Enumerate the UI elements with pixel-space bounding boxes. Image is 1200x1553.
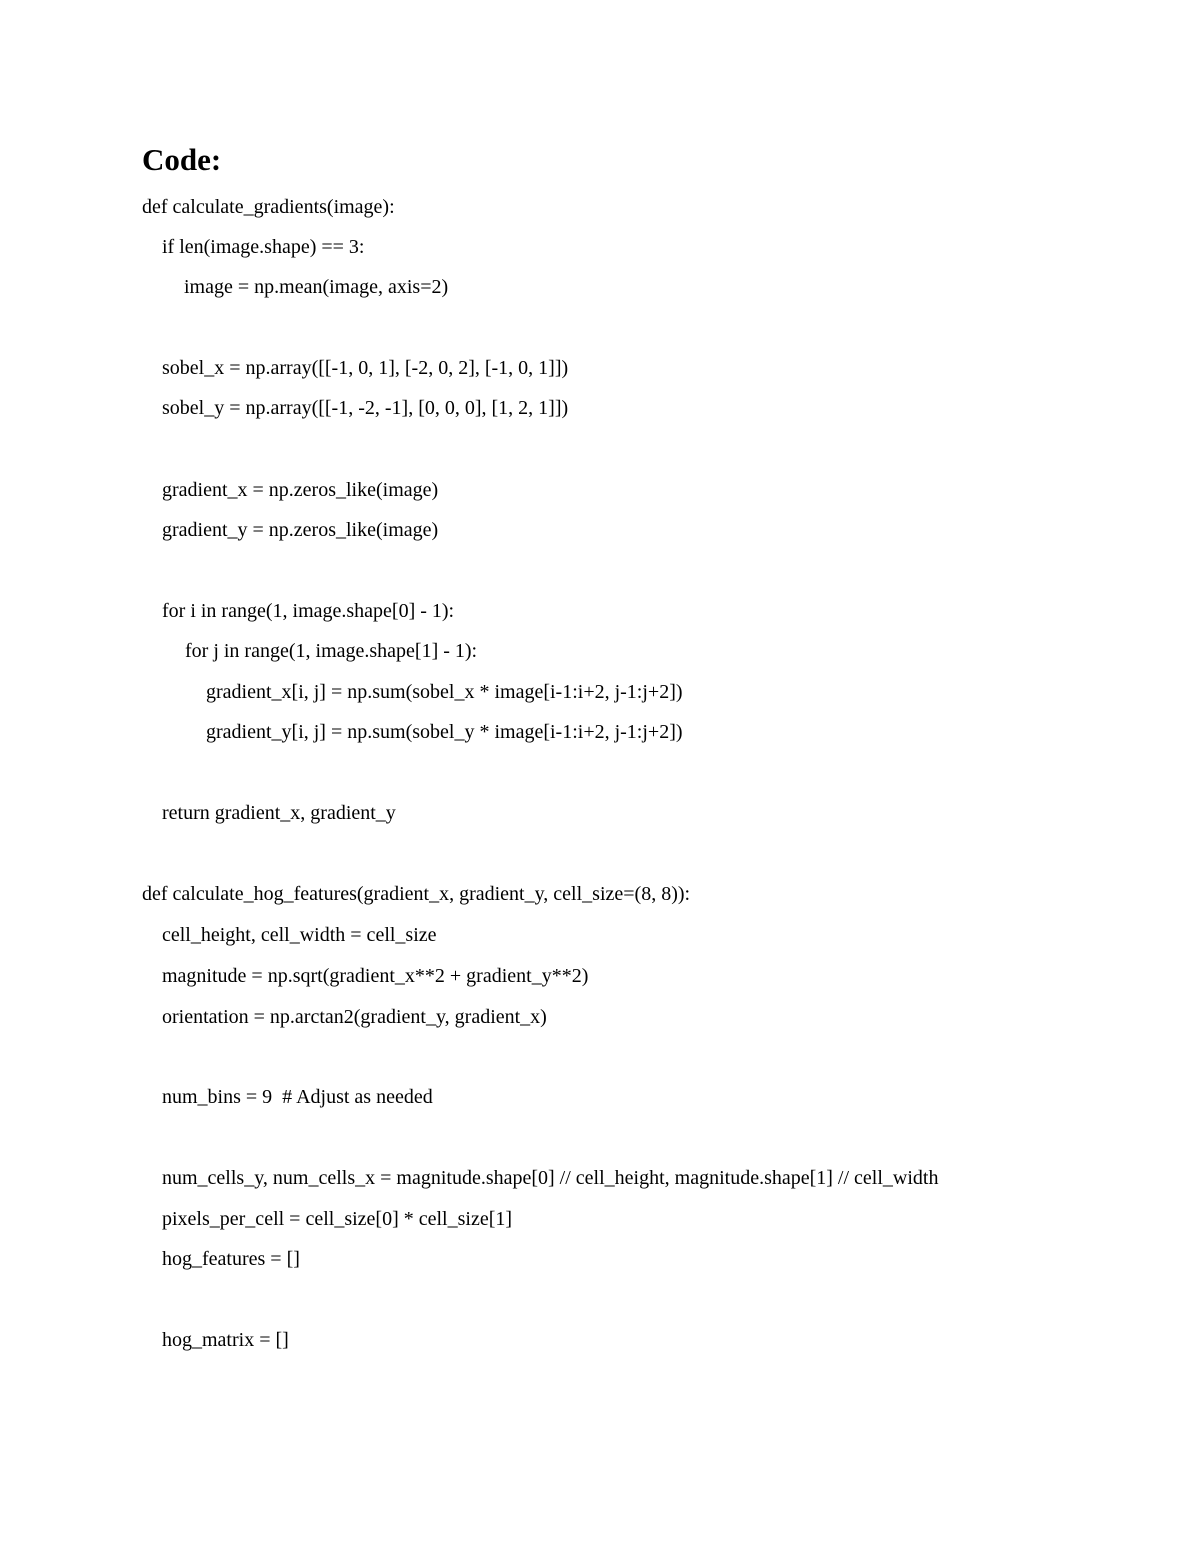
code-block bbox=[142, 0, 1152, 1553]
code-line: gradient_y = np.zeros_like(image) bbox=[162, 519, 439, 541]
code-line: image = np.mean(image, axis=2) bbox=[184, 276, 449, 298]
code-line: def calculate_hog_features(gradient_x, gradient_y, cell_size=(8, 8)): bbox=[142, 883, 691, 905]
code-line: if len(image.shape) == 3: bbox=[162, 236, 365, 258]
code-line: for j in range(1, image.shape[1] - 1): bbox=[185, 640, 478, 662]
code-line: num_cells_y, num_cells_x = magnitude.shape[0] // cell_height, magnitude.shape[1] // cell_width bbox=[162, 1167, 939, 1189]
code-line: num_bins = 9 # Adjust as needed bbox=[162, 1086, 433, 1108]
code-line: for i in range(1, image.shape[0] - 1): bbox=[162, 600, 455, 622]
code-line: return gradient_x, gradient_y bbox=[162, 802, 396, 824]
code-line: sobel_x = np.array([[-1, 0, 1], [-2, 0, 2], [-1, 0, 1]]) bbox=[162, 357, 569, 379]
code-line: orientation = np.arctan2(gradient_y, gradient_x) bbox=[162, 1006, 547, 1028]
code-line: gradient_x = np.zeros_like(image) bbox=[162, 479, 439, 501]
code-line: hog_features = [] bbox=[162, 1248, 300, 1270]
code-line: magnitude = np.sqrt(gradient_x**2 + gradient_y**2) bbox=[162, 965, 589, 987]
code-line: def calculate_gradients(image): bbox=[142, 196, 395, 218]
code-line: cell_height, cell_width = cell_size bbox=[162, 924, 437, 946]
code-line: pixels_per_cell = cell_size[0] * cell_size[1] bbox=[162, 1208, 513, 1230]
code-line: hog_matrix = [] bbox=[162, 1329, 289, 1351]
code-line: sobel_y = np.array([[-1, -2, -1], [0, 0, 0], [1, 2, 1]]) bbox=[162, 397, 569, 419]
code-heading: Code: bbox=[142, 142, 222, 177]
code-line: gradient_y[i, j] = np.sum(sobel_y * image[i-1:i+2, j-1:j+2]) bbox=[206, 721, 683, 743]
code-line: gradient_x[i, j] = np.sum(sobel_x * image[i-1:i+2, j-1:j+2]) bbox=[206, 681, 683, 703]
